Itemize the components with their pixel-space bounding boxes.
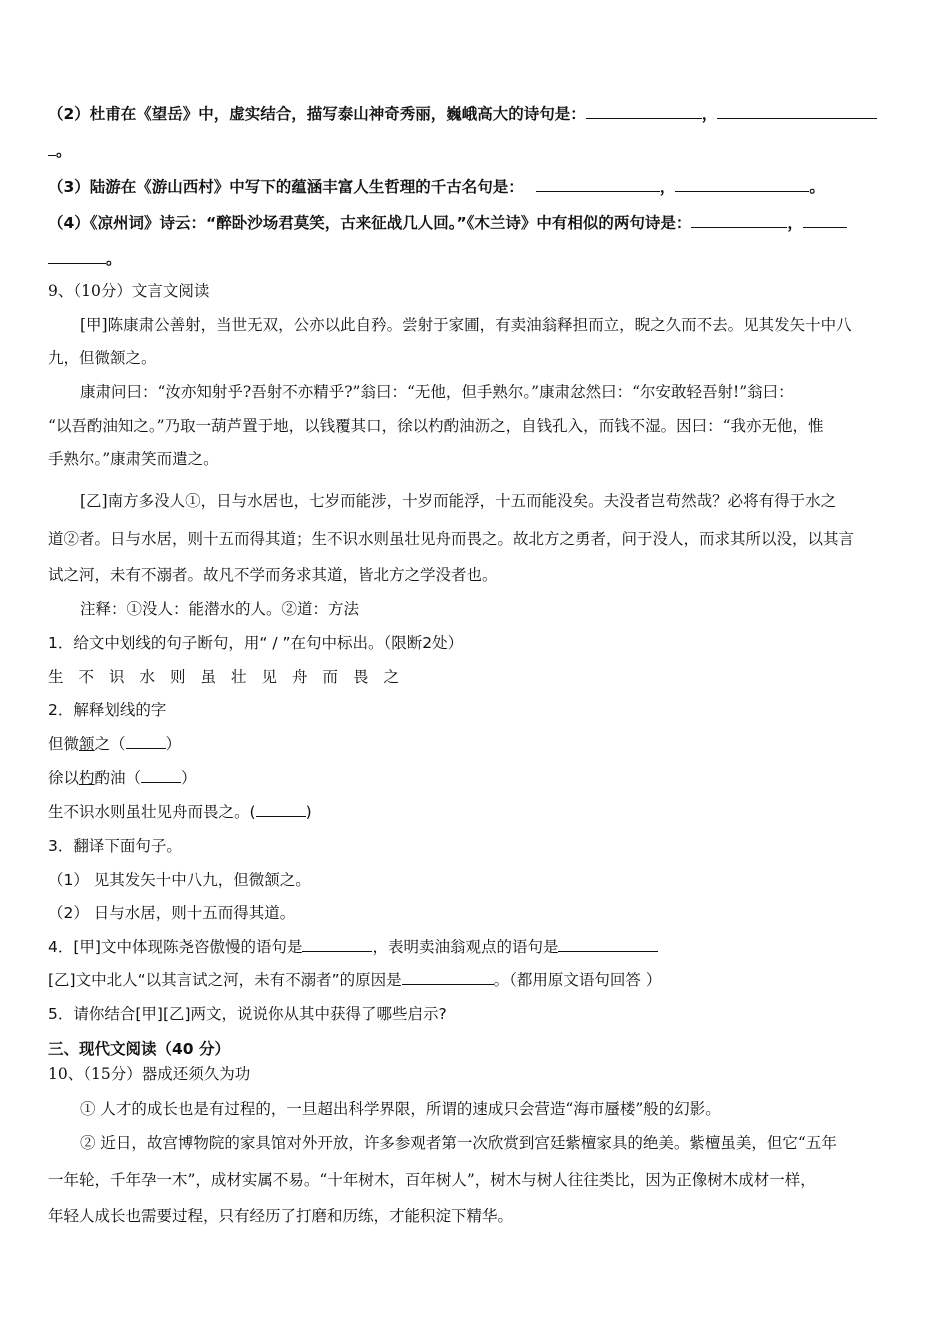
q9-sub4-line1 [48,937,910,957]
text: ，表明卖油翁观点的语句是 [372,938,559,956]
answer-blank[interactable] [48,141,56,156]
text: 4．[甲]文中体现陈尧咨傲慢的语句是 [48,938,303,956]
text: [乙]文中北人“以其言试之河，未有不溺者”的原因是 [48,971,402,989]
q9-sub2-c [48,802,910,822]
poetry-q3-line [48,177,910,197]
text: 生不识水则虽壮见舟而畏之。( [48,803,256,821]
text: ） [181,769,197,787]
q9-heading: 9、（10分）文言文阅读 [48,282,210,300]
poetry-q4-line2 [48,249,910,269]
q9-sub3: 3．翻译下面句子。 [48,837,182,855]
answer-blank[interactable] [256,802,306,817]
answer-blank[interactable] [717,104,877,119]
q9-sub2-a [48,734,910,754]
q10-para2-line1: ② 近日，故宫博物院的家具馆对外开放，许多参观者第一次欣赏到宫廷紫檀家具的绝美。紫檀虽美，但它“五年 [80,1134,837,1152]
poetry-q2-line2 [48,141,910,161]
answer-blank[interactable] [675,177,809,192]
text: ) [305,803,312,821]
text: ） [165,735,182,753]
underlined-word: 杓 [79,769,95,787]
q10-para1: ① 人才的成长也是有过程的，一旦超出科学界限，所谓的速成只会营造“海市蜃楼”般的幻影。 [80,1100,721,1118]
text: 徐以 [48,769,80,787]
answer-blank[interactable] [141,768,181,783]
text: 。（都用原文语句回答 ） [493,971,662,989]
text: 但微 [48,735,80,753]
poetry-q4-text: （4）《凉州词》诗云：“醉卧沙场君莫笑，古来征战几人回。”《木兰诗》中有相似的两句诗是： [48,214,692,232]
section3-heading: 三、现代文阅读（40 分） [48,1040,230,1058]
poetry-q2-text: （2）杜甫在《望岳》中，虚实结合，描写泰山神奇秀丽，巍峨高大的诗句是： [48,105,586,123]
yi-line2: 道②者。日与水居，则十五而得其道；生不识水则虽壮见舟而畏之。故北方之勇者，问于没人，而求其所以没，以其言 [48,530,855,548]
poetry-q4-line1 [48,213,910,233]
jia-p2-line1: 康肃问曰：“汝亦知射乎?吾射不亦精乎?”翁曰：“无他，但手熟尔。”康肃忿然曰：“尔安敢轻吾射!”翁曰： [80,383,794,401]
q10-heading: 10、（15分）器成还须久为功 [48,1065,251,1083]
separator: ， [701,105,718,123]
answer-blank[interactable] [402,970,494,985]
answer-blank[interactable] [691,213,787,228]
poetry-q2-line1 [48,104,910,124]
q10-para2-line3: 年轻人成长也需要过程，只有经历了打磨和历练，才能积淀下精华。 [48,1207,514,1225]
q9-sub5: 5．请你结合[甲][乙]两文，说说你从其中获得了哪些启示? [48,1005,447,1023]
text: 酌油（ [94,769,142,787]
answer-blank[interactable] [48,249,106,264]
jia-p1-line2: 九，但微颔之。 [48,349,157,367]
answer-blank[interactable] [126,734,166,749]
q9-sub3-2: （2） 日与水居，则十五而得其道。 [48,904,296,922]
q9-sub3-1: （1） 见其发矢十中八九，但微颔之。 [48,871,311,889]
period: 。 [106,250,122,268]
period: 。 [56,142,72,160]
jia-p2-line2: “以吾酌油知之。”乃取一葫芦置于地，以钱覆其口，徐以杓酌油沥之，自钱孔入，而钱不湿。因曰：“我亦无他，惟 [48,417,824,435]
annotation-note: 注释：①没人：能潜水的人。②道：方法 [80,600,360,618]
text: 之（ [94,735,126,753]
jia-p1-line1: [甲]陈康肃公善射，当世无双，公亦以此自矜。尝射于家圃，有卖油翁释担而立，睨之久而不去。见其发矢十中八 [80,316,852,334]
answer-blank[interactable] [536,177,660,192]
answer-blank[interactable] [558,937,658,952]
q9-sub1: 1．给文中划线的句子断句，用“ / ”在句中标出。（限断2处） [48,634,464,652]
answer-blank[interactable] [586,104,702,119]
yi-line1: [乙]南方多没人①，日与水居也，七岁而能涉，十岁而能浮，十五而能没矣。夫没者岂苟然哉？必将有得于水之 [80,492,837,510]
separator: ， [659,178,676,196]
answer-blank[interactable] [302,937,372,952]
underlined-word: 颔 [79,735,95,753]
yi-line3: 试之河，未有不溺者。故凡不学而务求其道，皆北方之学没者也。 [48,566,498,584]
q9-sub2-b [48,768,910,788]
jia-p2-line3: 手熟尔。”康肃笑而遣之。 [48,450,219,468]
poetry-q3-text: （3）陆游在《游山西村》中写下的蕴涵丰富人生哲理的千古名句是： [48,178,524,196]
q9-sub1-sentence: 生不识水则虽壮见舟而畏之 [48,668,415,686]
answer-blank[interactable] [803,213,847,228]
separator: ， [787,214,803,232]
period: 。 [809,178,825,196]
q9-sub4-line2 [48,970,910,990]
q10-para2-line2: 一年轮，千年孕一木”，成材实属不易。“十年树木，百年树人”，树木与树人往往类比，因为正像树木成材一样， [48,1171,816,1189]
q9-sub2: 2．解释划线的字 [48,701,167,719]
